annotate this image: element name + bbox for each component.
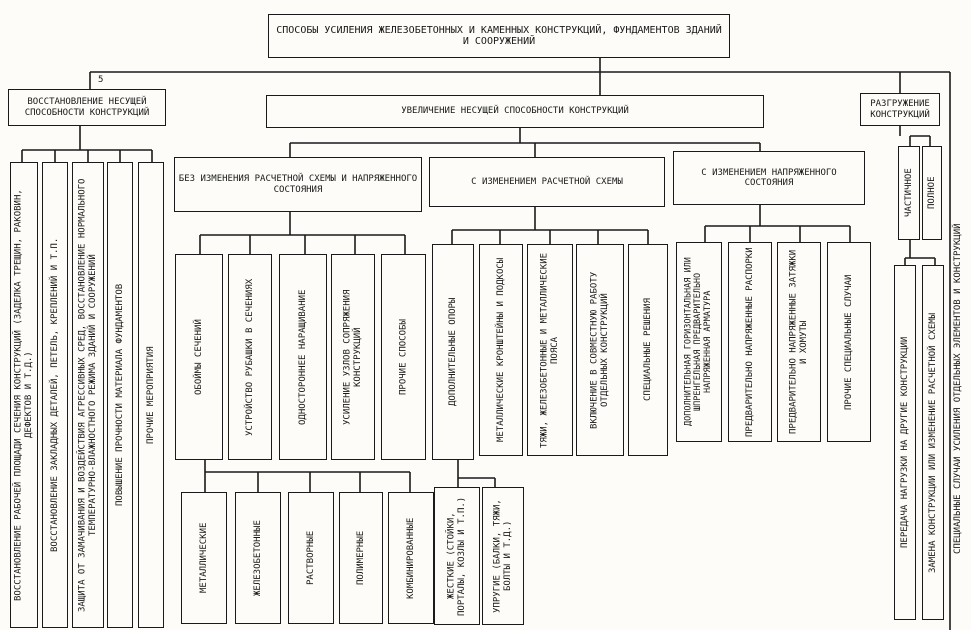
unload-item (894, 265, 916, 620)
special-cases (946, 150, 970, 628)
scheme-change-item (432, 244, 474, 460)
unload-title: РАЗГРУЖЕНИЕ КОНСТРУКЦИЙ (870, 99, 930, 120)
scheme-change-item-label: МЕТАЛЛИЧЕСКИЕ КРОНШТЕЙНЫ И ПОДКОСЫ (495, 257, 506, 443)
material-item (339, 492, 383, 624)
restore-item (138, 162, 164, 628)
restore-title: ВОССТАНОВЛЕНИЕ НЕСУЩЕЙ СПОСОБНОСТИ КОНСТРУКЦИЙ (24, 97, 150, 118)
special-cases-label: СПЕЦИАЛЬНЫЕ СЛУЧАИ УСИЛЕНИЯ ОТДЕЛЬНЫХ ЭЛЕМЕНТОВ И КОНСТРУКЦИЙ (952, 223, 963, 555)
scheme-change-item (628, 244, 668, 456)
unload-full (922, 146, 942, 240)
without-change-item (381, 254, 426, 460)
stress-change-item (827, 242, 871, 442)
scheme-change-item-label: ВКЛЮЧЕНИЕ В СОВМЕСТНУЮ РАБОТУ ОТДЕЛЬНЫХ КОНСТРУКЦИЙ (589, 271, 610, 429)
stress-change-box (673, 151, 865, 205)
unload-partial (898, 146, 920, 240)
unload-full-label: ПОЛНОЕ (926, 176, 937, 210)
restore-item-label: ВОССТАНОВЛЕНИЕ РАБОЧЕЙ ПЛОЩАДИ СЕЧЕНИЯ КОНСТРУКЦИЙ (ЗАДЕЛКА ТРЕЩИН, РАКОВИН, ДЕФЕКТОВ И Т.Д.) (13, 189, 34, 601)
page-mark: 5 (98, 75, 104, 85)
increase-title: УВЕЛИЧЕНИЕ НЕСУЩЕЙ СПОСОБНОСТИ КОНСТРУКЦИЙ (401, 106, 629, 117)
restore-item (72, 162, 104, 628)
unload-item (922, 265, 944, 620)
scheme-change-item-label: СПЕЦИАЛЬНЫЕ РЕШЕНИЯ (642, 298, 653, 402)
scheme-change-title: С ИЗМЕНЕНИЕМ РАСЧЕТНОЙ СХЕМЫ (471, 176, 623, 187)
unload-item-label: ПЕРЕДАЧА НАГРУЗКИ НА ДРУГИЕ КОНСТРУКЦИИ (899, 336, 910, 549)
scheme-change-item-label: ДОПОЛНИТЕЛЬНЫЕ ОПОРЫ (447, 297, 458, 407)
material-item-label: ПОЛИМЕРНЫЕ (355, 530, 366, 586)
unload-partial-label: ЧАСТИЧНОЕ (903, 168, 914, 218)
without-change-item (279, 254, 327, 460)
support-item (434, 487, 480, 625)
material-item-label: МЕТАЛЛИЧЕСКИЕ (198, 522, 209, 594)
without-change-item (228, 254, 272, 460)
restore-item-label: ВОССТАНОВЛЕНИЕ ЗАКЛАДНЫХ ДЕТАЛЕЙ, ПЕТЕЛЬ, КРЕПЛЕНИЙ И Т.П. (49, 237, 60, 553)
stress-change-item-label: ДОПОЛНИТЕЛЬНАЯ ГОРИЗОНТАЛЬНАЯ ИЛИ ШПРЕНГЕЛЬНАЯ ПРЕДВАРИТЕЛЬНО НАПРЯЖЕННАЯ АРМАТУРА (683, 257, 713, 427)
unload-box (860, 93, 940, 126)
without-change-item-label: ПРОЧИЕ СПОСОБЫ (398, 319, 409, 395)
restore-box (8, 89, 166, 126)
without-change-item-label: ОБОЙМЫ СЕЧЕНИЙ (193, 319, 204, 395)
material-item (235, 492, 281, 624)
restore-item-label: ПОВЫШЕНИЕ ПРОЧНОСТИ МАТЕРИАЛА ФУНДАМЕНТОВ (114, 283, 125, 507)
material-item (388, 492, 434, 624)
support-item-label: ЖЕСТКИЕ (СТОЙКИ, ПОРТАЛЫ, КОЗЛЫ И Т.П.) (446, 496, 467, 616)
stress-change-item-label: ПРЕДВАРИТЕЛЬНО НАПРЯЖЕННЫЕ ЗАТЯЖКИ И ХОМУТЫ (788, 249, 809, 435)
without-change-title: БЕЗ ИЗМЕНЕНИЯ РАСЧЕТНОЙ СХЕМЫ И НАПРЯЖЕННОГО СОСТОЯНИЯ (178, 174, 418, 195)
material-item-label: ЖЕЛЕЗОБЕТОННЫЕ (252, 520, 263, 596)
material-item-label: РАСТВОРНЫЕ (305, 530, 316, 586)
stress-change-item (728, 242, 772, 442)
without-change-item-label: ОДНОСТОРОННЕЕ НАРАЩИВАНИЕ (297, 289, 308, 425)
root-box (268, 14, 730, 58)
without-change-item (175, 254, 223, 460)
scheme-change-item (479, 244, 523, 456)
stress-change-item-label: ПРЕДВАРИТЕЛЬНО НАПРЯЖЕННЫЕ РАСПОРКИ (744, 247, 755, 437)
unload-item-label: ЗАМЕНА КОНСТРУКЦИИ ИЛИ ИЗМЕНЕНИЕ РАСЧЕТНОЙ СХЕМЫ (927, 312, 938, 573)
without-change-item (331, 254, 375, 460)
scheme-change-item-label: ТЯЖИ, ЖЕЛЕЗОБЕТОННЫЕ И МЕТАЛЛИЧЕСКИЕ ПОЯСА (539, 252, 560, 448)
without-change-box (174, 157, 422, 212)
stress-change-item-label: ПРОЧИЕ СПЕЦИАЛЬНЫЕ СЛУЧАИ (843, 274, 854, 410)
root-title: СПОСОБЫ УСИЛЕНИЯ ЖЕЛЕЗОБЕТОННЫХ И КАМЕННЫХ КОНСТРУКЦИЙ, ФУНДАМЕНТОВ ЗДАНИЙ И СООРУЖЕНИЙ (276, 24, 722, 47)
scheme-change-item (527, 244, 573, 456)
support-item-label: УПРУГИЕ (БАЛКИ, ТЯЖИ, БОЛТЫ И Т.Д.) (492, 499, 513, 613)
restore-item (107, 162, 133, 628)
stress-change-item (777, 242, 821, 442)
scheme-change-box (429, 157, 665, 207)
scheme-change-item (576, 244, 624, 456)
without-change-item-label: УСИЛЕНИЕ УЗЛОВ СОПРЯЖЕНИЯ КОНСТРУКЦИЙ (342, 289, 363, 425)
restore-item-label: ЗАЩИТА ОТ ЗАМАЧИВАНИЯ И ВОЗДЕЙСТВИЯ АГРЕССИВНЫХ СРЕД, ВОССТАНОВЛЕНИЕ НОРМАЛЬНОГО ТЕМПЕРАТУРНО-ВЛАЖНОСТНОГО РЕЖИМА ЗДАНИЙ И СООРУЖЕНИЙ (77, 178, 98, 612)
support-item (482, 487, 524, 625)
without-change-item-label: УСТРОЙСТВО РУБАШКИ В СЕЧЕНИЯХ (244, 278, 255, 436)
increase-box (266, 95, 764, 128)
material-item (288, 492, 334, 624)
restore-item (10, 162, 38, 628)
stress-change-title: С ИЗМЕНЕНИЕМ НАПРЯЖЕННОГО СОСТОЯНИЯ (701, 167, 837, 188)
restore-item-label: ПРОЧИЕ МЕРОПРИЯТИЯ (145, 346, 156, 444)
material-item (181, 492, 227, 624)
material-item-label: КОМБИНИРОВАННЫЕ (405, 517, 416, 599)
restore-item (42, 162, 68, 628)
stress-change-item (676, 242, 722, 442)
